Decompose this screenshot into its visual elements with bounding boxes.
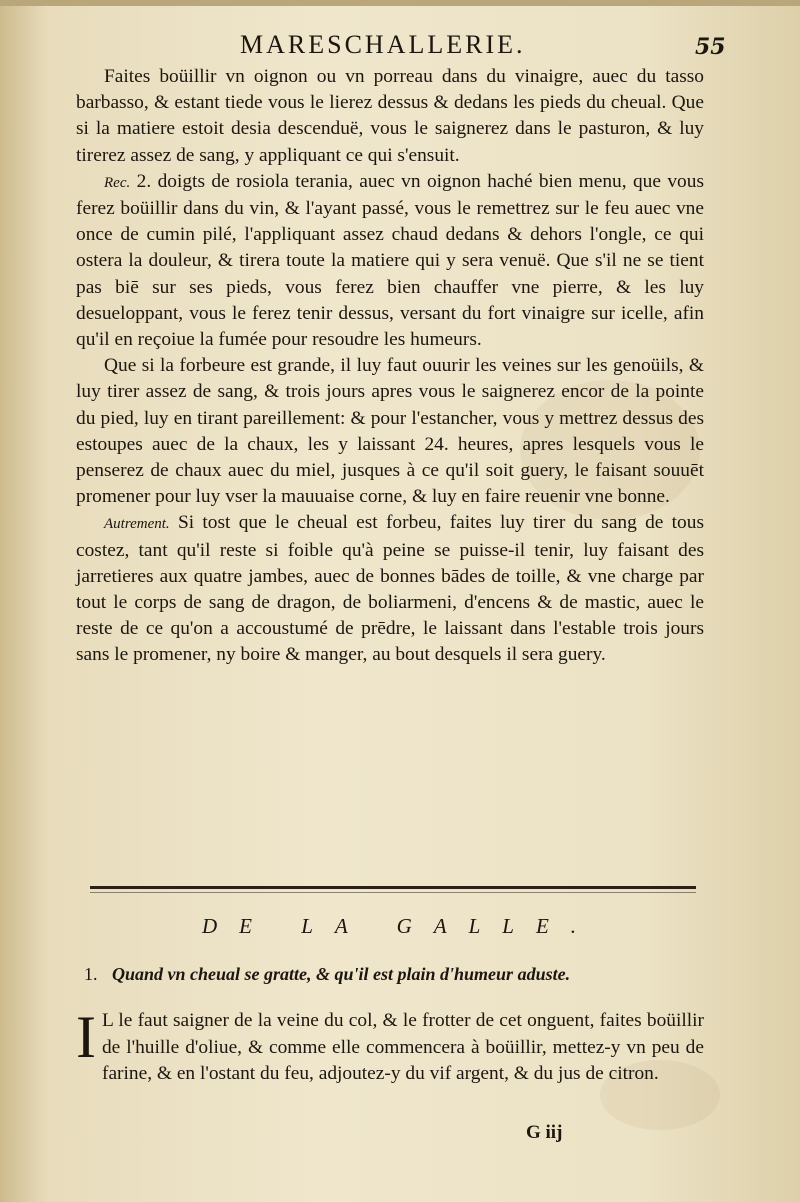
drop-cap: I	[76, 1004, 96, 1070]
subheading-title: Quand vn cheual se gratte, & qu'il est plain d'humeur aduste.	[112, 964, 571, 984]
section-heading: DE LA GALLE.	[201, 914, 599, 938]
paragraph-4	[76, 510, 704, 668]
paragraph-2	[76, 169, 704, 353]
folio-number: 55	[695, 34, 726, 60]
main-text	[76, 64, 704, 669]
subheading	[84, 964, 724, 985]
galle-paragraph: L le faut saigner de la veine du col, & le frotter de cet onguent, faites boüillir de l'huille d'oliue, & comme elle commencera à boüillir, mettez-y vn peu de farine, & en l'ostant du feu, adjoutez-y du vif argent, & du jus de citron.	[101, 1010, 704, 1084]
paragraph-2-text: 2. doigts de rosiola terania, auec vn oignon haché bien menu, que vous ferez boüillir dans du vin, & l'ayant passé, vous le remettrez sur le feu auec vne once de cumin pilé, l'appliquant assez chaud dedans & dehors l'ongle, ce qui ostera la douleur, & tirera toute la matiere qui y sera venuë. Que s'il ne se tient pas biē sur ses pieds, vous ferez bien chauffer vne pierre, & les luy desueloppant, vous le ferez tenir dessus, versant du fort vinaigre sur icelle, afin qu'il en reçoiue la fumée pour resoudre les humeurs.	[76, 170, 704, 351]
page-top-edge	[0, 0, 800, 6]
signature-mark: G iij	[526, 1122, 563, 1143]
galle-text	[76, 1004, 704, 1088]
subheading-number: 1.	[84, 964, 98, 984]
recipe-label: Rec.	[104, 174, 131, 191]
paragraph-4-text: Si tost que le cheual est forbeu, faites luy tirer du sang de tous costez, tant qu'il reste si foible qu'à peine se puisse-il tenir, luy faisant des jarretieres aux quatre jambes, auec de bonnes bādes de toille, & vne charge par tout le corps de sang de dragon, de boliarmeni, d'encens & de mastic, auec le reste de ce qu'on a accoustumé de prēdre, le laissant dans l'estable trois jours sans le promener, ny boire & manger, au bout desquels il sera guery.	[76, 512, 704, 666]
paragraph-3: Que si la forbeure est grande, il luy faut ouurir les veines sur les genoüils, & luy tirer assez de sang, & trois jours apres vous le saignerez encor de la pointe du pied, luy en tirant pareillement: & pour l'estancher, vous y mettrez dessus des estoupes auec de la chaux, les y laissant 24. heures, apres lesquels vous le penserez de chaux auec du miel, jusques à ce qu'il soit guery, le faisant souuēt promener pour luy vser la mauuaise corne, & luy en faire reuenir vne bonne.	[76, 355, 704, 508]
paragraph-1: Faites boüillir vn oignon ou vn porreau dans du vinaigre, auec du tasso barbasso, & estant tiede vous le lierez dessus & dedans les pieds du cheual. Que si la matiere estoit desia descenduë, vous le saignerez dans le pasturon, & luy tirerez assez de sang, y appliquant ce qui s'ensuit.	[76, 66, 704, 166]
section-divider	[90, 886, 696, 889]
autrement-label: Autrement.	[104, 516, 170, 533]
running-title: MARESCHALLERIE.	[240, 30, 526, 59]
section-divider-thin	[90, 892, 696, 893]
